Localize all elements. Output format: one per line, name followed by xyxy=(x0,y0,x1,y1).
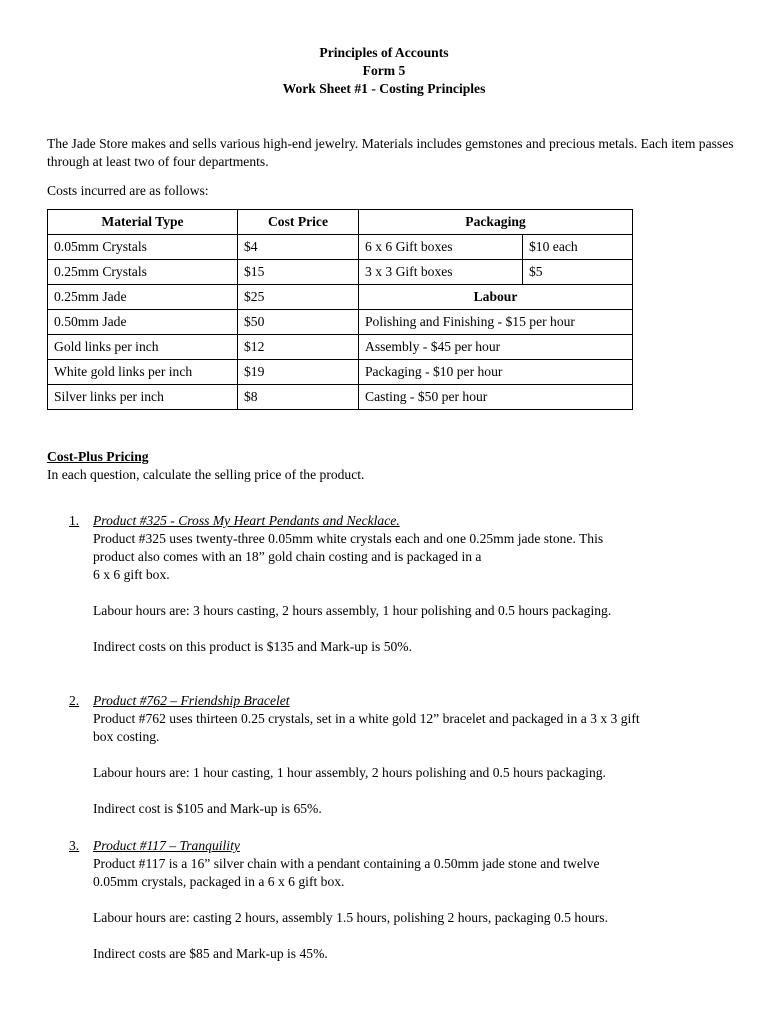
table-row xyxy=(48,360,633,385)
question-description: product also comes with an 18” gold chain costing and is packaged in a xyxy=(93,549,482,564)
question-description: Product #762 uses thirteen 0.25 crystals, set in a white gold 12” bracelet and packaged in a 3 x 3 gift xyxy=(93,711,640,726)
question-title: Product #325 - Cross My Heart Pendants and Necklace. xyxy=(93,513,400,528)
header-cost-price: Cost Price xyxy=(238,210,359,235)
question-title: Product #762 – Friendship Bracelet xyxy=(93,693,290,708)
table-row xyxy=(48,310,633,335)
header-labour: Labour xyxy=(359,285,633,310)
question-labour-hours: Labour hours are: casting 2 hours, assembly 1.5 hours, polishing 2 hours, packaging 0.5 hours. xyxy=(93,910,608,925)
question-description: 6 x 6 gift box. xyxy=(93,567,170,582)
question-indirect-costs: Indirect costs are $85 and Mark-up is 45%. xyxy=(93,946,328,961)
table-header-row xyxy=(48,210,633,235)
price-cell: $25 xyxy=(238,285,359,310)
price-cell: $19 xyxy=(238,360,359,385)
question-labour-hours: Labour hours are: 3 hours casting, 2 hours assembly, 1 hour polishing and 0.5 hours packaging. xyxy=(93,603,612,618)
form-level: Form 5 xyxy=(362,63,406,78)
question-item xyxy=(69,512,729,656)
material-cell: Gold links per inch xyxy=(48,335,238,360)
table-row xyxy=(48,235,633,260)
section-instruction: In each question, calculate the selling price of the product. xyxy=(47,467,365,482)
header-packaging: Packaging xyxy=(359,210,633,235)
question-body xyxy=(93,710,729,818)
price-cell: $8 xyxy=(238,385,359,410)
question-number: 2. xyxy=(69,693,80,708)
worksheet-title: Work Sheet #1 - Costing Principles xyxy=(282,81,486,96)
packaging-price-cell: $5 xyxy=(523,260,633,285)
material-cell: 0.25mm Crystals xyxy=(48,260,238,285)
price-cell: $15 xyxy=(238,260,359,285)
question-title: Product #117 – Tranquility xyxy=(93,838,240,853)
section-title: Cost-Plus Pricing xyxy=(47,449,149,464)
labour-rate-cell: Polishing and Finishing - $15 per hour xyxy=(359,310,633,335)
question-item xyxy=(69,837,729,963)
material-cell: 0.05mm Crystals xyxy=(48,235,238,260)
table-row xyxy=(48,260,633,285)
header-material-type: Material Type xyxy=(48,210,238,235)
table-row xyxy=(48,335,633,360)
document-header xyxy=(0,44,768,98)
price-cell: $50 xyxy=(238,310,359,335)
question-body xyxy=(93,530,729,656)
costs-intro-line: Costs incurred are as follows: xyxy=(47,183,209,198)
price-cell: $4 xyxy=(238,235,359,260)
question-heading xyxy=(69,837,729,855)
question-description: 0.05mm crystals, packaged in a 6 x 6 gift box. xyxy=(93,874,345,889)
packaging-item-cell: 6 x 6 Gift boxes xyxy=(359,235,523,260)
course-title: Principles of Accounts xyxy=(319,45,449,60)
labour-rate-cell: Casting - $50 per hour xyxy=(359,385,633,410)
question-description: Product #117 is a 16” silver chain with a pendant containing a 0.50mm jade stone and twelve xyxy=(93,856,600,871)
question-description: Product #325 uses twenty-three 0.05mm white crystals each and one 0.25mm jade stone. This xyxy=(93,531,604,546)
question-number: 1. xyxy=(69,513,80,528)
question-indirect-costs: Indirect cost is $105 and Mark-up is 65%. xyxy=(93,801,322,816)
material-cell: Silver links per inch xyxy=(48,385,238,410)
material-cell: 0.25mm Jade xyxy=(48,285,238,310)
material-cell: 0.50mm Jade xyxy=(48,310,238,335)
price-cell: $12 xyxy=(238,335,359,360)
question-description: box costing. xyxy=(93,729,160,744)
question-heading xyxy=(69,692,729,710)
packaging-item-cell: 3 x 3 Gift boxes xyxy=(359,260,523,285)
table-row xyxy=(48,285,633,310)
question-indirect-costs: Indirect costs on this product is $135 and Mark-up is 50%. xyxy=(93,639,413,654)
question-item xyxy=(69,692,729,818)
material-cell: White gold links per inch xyxy=(48,360,238,385)
labour-rate-cell: Packaging - $10 per hour xyxy=(359,360,633,385)
question-labour-hours: Labour hours are: 1 hour casting, 1 hour assembly, 2 hours polishing and 0.5 hours packaging. xyxy=(93,765,606,780)
question-number: 3. xyxy=(69,838,80,853)
labour-rate-cell: Assembly - $45 per hour xyxy=(359,335,633,360)
costs-table xyxy=(47,209,633,410)
table-row xyxy=(48,385,633,410)
intro-paragraph: The Jade Store makes and sells various high-end jewelry. Materials includes gemstones and precious metals. Each item passes through at least two of four departments. xyxy=(47,136,734,169)
packaging-price-cell: $10 each xyxy=(523,235,633,260)
question-heading xyxy=(69,512,729,530)
question-body xyxy=(93,855,729,963)
